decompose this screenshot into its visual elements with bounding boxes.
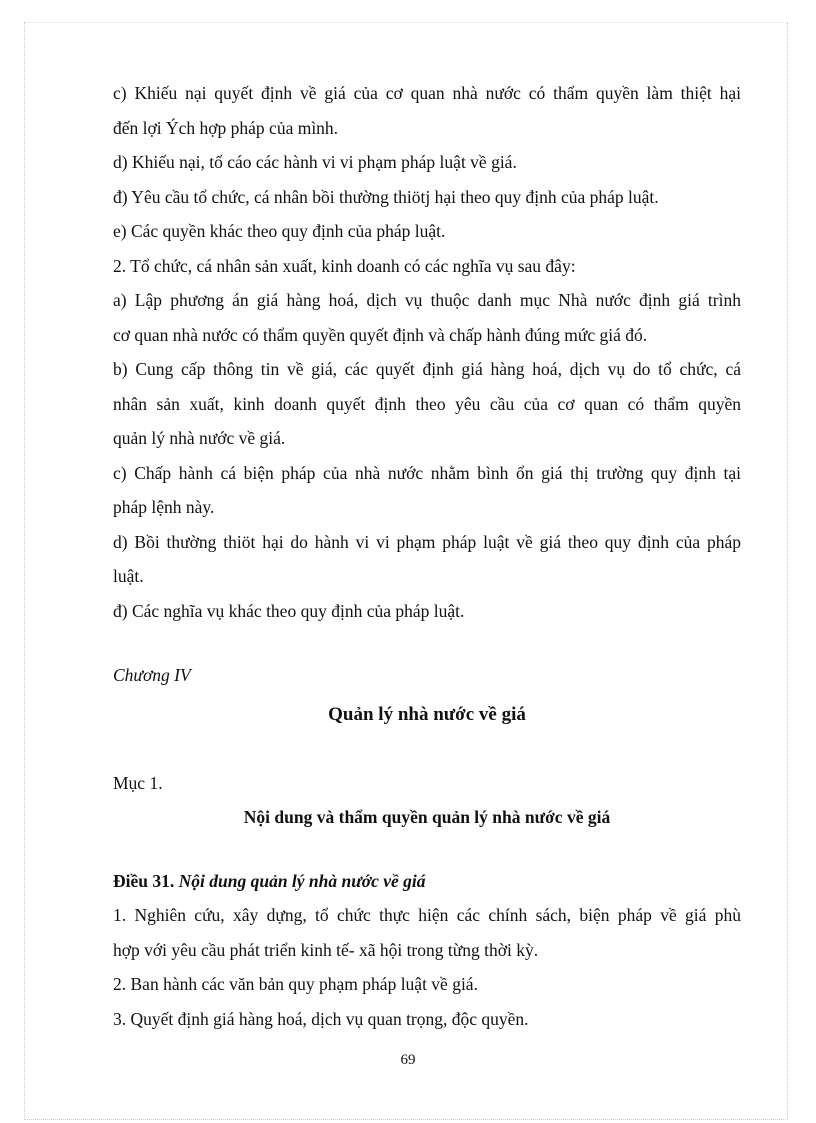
paragraphs-part1	[113, 76, 741, 628]
section-label: Mục 1.	[113, 773, 163, 793]
paragraph-line: 1. Nghiên cứu, xây dựng, tổ chức thực hiện các chính sách, biện pháp về giá phù	[113, 905, 741, 925]
paragraph-line: nhân sản xuất, kinh doanh quyết định theo yêu cầu của cơ quan có thẩm quyền	[113, 393, 741, 414]
paragraph-line: a) Lập phương án giá hàng hoá, dịch vụ thuộc danh mục Nhà nước định giá trình	[113, 290, 741, 310]
article-heading	[113, 864, 741, 898]
paragraph	[113, 1002, 741, 1037]
paragraph-line: quản lý nhà nước về giá.	[113, 428, 286, 448]
paragraph-line: hợp với yêu cầu phát triển kinh tế- xã hội trong từng thời kỳ.	[113, 939, 539, 960]
paragraph-line: 2. Tổ chức, cá nhân sản xuất, kinh doanh có các nghĩa vụ sau đây:	[113, 255, 576, 276]
paragraph	[113, 214, 741, 249]
paragraph-line: cơ quan nhà nước có thẩm quyền quyết định và chấp hành đúng mức giá đó.	[113, 324, 648, 345]
paragraph	[113, 594, 741, 629]
paragraph-line: đ) Yêu cầu tổ chức, cá nhân bồi thường thiötj hại theo quy định của pháp luật.	[113, 186, 659, 207]
page-number: 69	[400, 1052, 416, 1068]
article-title: Nội dung quản lý nhà nước về giá	[178, 871, 426, 891]
paragraph-line: luật.	[113, 566, 144, 586]
paragraph-line: 2. Ban hành các văn bản quy phạm pháp luật về giá.	[113, 974, 478, 994]
paragraph-line: e) Các quyền khác theo quy định của pháp luật.	[113, 221, 446, 241]
paragraph-line: c) Khiếu nại quyết định về giá của cơ quan nhà nước có thẩm quyền làm thiệt hại	[113, 83, 741, 103]
paragraph-line: b) Cung cấp thông tin về giá, các quyết định giá hàng hoá, dịch vụ do tổ chức, cá	[113, 359, 741, 379]
paragraph	[113, 898, 741, 967]
article-number: Điều 31.	[113, 871, 175, 891]
paragraph-line: đ) Các nghĩa vụ khác theo quy định của pháp luật.	[113, 600, 465, 621]
paragraph-line: pháp lệnh này.	[113, 497, 215, 517]
paragraph	[113, 456, 741, 525]
paragraph-line: đến lợi Ých hợp pháp của mình.	[113, 117, 339, 138]
paragraph	[113, 76, 741, 145]
paragraph	[113, 525, 741, 594]
paragraph-line: c) Chấp hành cá biện pháp của nhà nước nhằm bình ổn giá thị trường quy định tại	[113, 462, 741, 483]
paragraph	[113, 249, 741, 284]
document-body	[113, 76, 741, 1036]
paragraph	[113, 352, 741, 456]
paragraph	[113, 145, 741, 180]
paragraph	[113, 180, 741, 215]
chapter-label: Chương IV	[113, 665, 191, 685]
paragraphs-part2	[113, 898, 741, 1036]
paragraph-line: 3. Quyết định giá hàng hoá, dịch vụ quan trọng, độc quyền.	[113, 1008, 529, 1029]
paragraph	[113, 283, 741, 352]
paragraph	[113, 967, 741, 1002]
paragraph-line: d) Khiếu nại, tố cáo các hành vi vi phạm pháp luật về giá.	[113, 152, 517, 172]
paragraph-line: d) Bồi thường thiöt hại do hành vi vi phạm pháp luật về giá theo quy định của pháp	[113, 531, 741, 552]
chapter-title: Quản lý nhà nước về giá	[328, 704, 526, 725]
section-title: Nội dung và thẩm quyền quản lý nhà nước về giá	[243, 807, 611, 827]
